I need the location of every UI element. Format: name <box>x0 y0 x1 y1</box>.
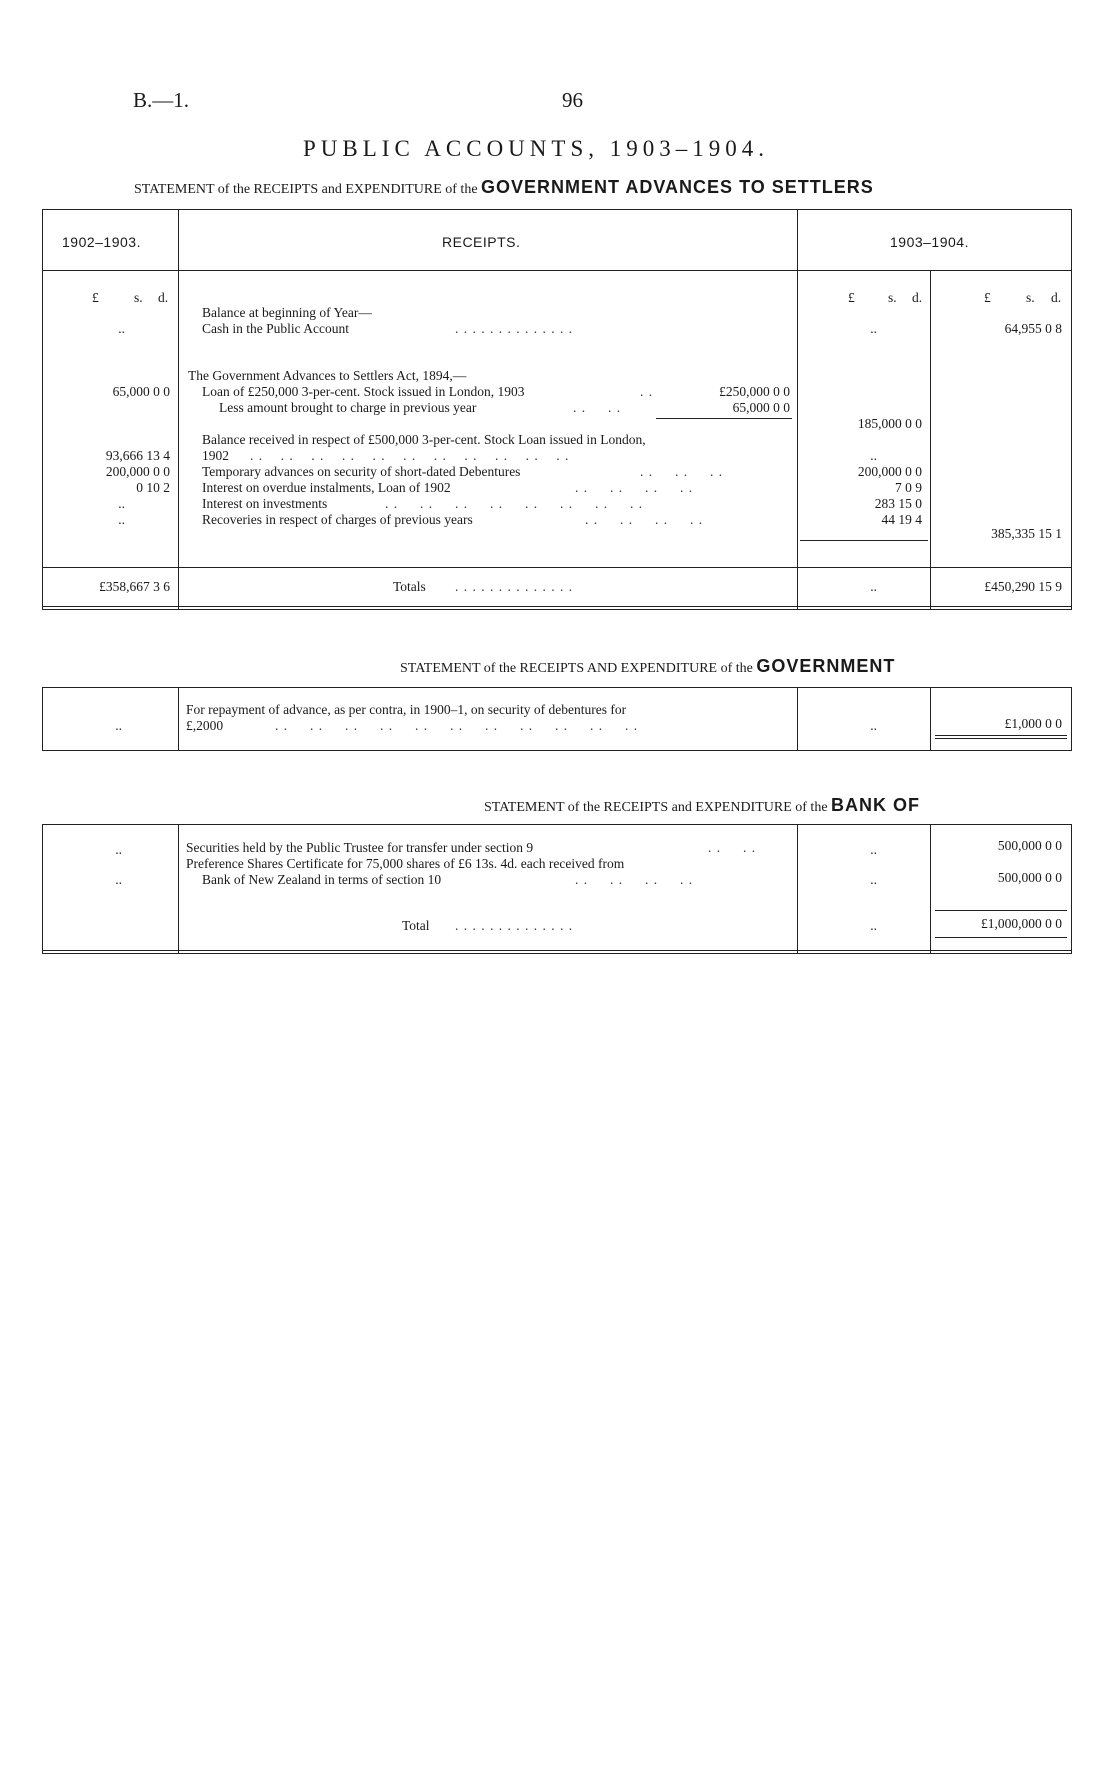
cur-subtotal: 385,335 15 1 <box>991 526 1062 541</box>
leader-temporary: . . . . . . <box>640 464 724 479</box>
mid-subtotal-rule <box>800 540 928 541</box>
line-interest-overdue: Interest on overdue instalments, Loan of 1902 <box>202 480 451 495</box>
col-rule-mid <box>930 270 931 609</box>
s3-leader-securities: . . . . <box>708 840 757 855</box>
s3-line-securities: Securities held by the Public Trustee for transfer under section 9 <box>186 840 534 855</box>
s3-total-top-rule <box>935 910 1067 911</box>
col-rule-receipts <box>797 209 798 609</box>
leader-balance: . . . . . . . . . . . . . . . . . . . . . . <box>250 448 570 463</box>
statement-3-title <box>484 795 920 816</box>
s2-prev: .. <box>115 718 122 733</box>
prev-interest-overdue: 0 10 2 <box>136 480 170 495</box>
line-balance-heading: Balance at beginning of Year— <box>202 305 372 320</box>
mid-loan-net: 185,000 0 0 <box>857 416 922 431</box>
s3-top-rule <box>42 824 1072 825</box>
bottom-rule <box>42 606 1072 607</box>
s3-col-rule-mid <box>930 824 931 954</box>
s3-val-securities: 500,000 0 0 <box>997 838 1062 853</box>
bottom-rule-double <box>42 609 1072 610</box>
s3-val-preference: 500,000 0 0 <box>997 870 1062 885</box>
page-title: PUBLIC ACCOUNTS, 1903–1904. <box>303 136 769 161</box>
prev-interest-investments: .. <box>118 496 125 511</box>
line-balance-500000-year: 1902 <box>202 448 229 463</box>
unit-mid-pound: £ <box>848 290 855 305</box>
prev-recoveries: .. <box>118 512 125 527</box>
s2-amount-rule-double <box>935 738 1067 739</box>
line-less-amount: Less amount brought to charge in previous year <box>219 400 477 415</box>
mid-cash: .. <box>870 321 877 336</box>
s3-mid-2: .. <box>870 872 877 887</box>
s3-mid-1: .. <box>870 842 877 857</box>
prev-cash: .. <box>118 321 125 336</box>
mid-balance: .. <box>870 448 877 463</box>
statement-2-prefix: STATEMENT of the RECEIPTS AND EXPENDITURE of the <box>400 661 753 676</box>
line-cash-public-account: Cash in the Public Account <box>202 321 349 336</box>
s3-total-label: Total <box>402 918 430 933</box>
unit-prev-pound: £ <box>92 290 99 305</box>
s3-line-preference-b: Bank of New Zealand in terms of section 10 <box>202 872 442 887</box>
s2-line-a: For repayment of advance, as per contra, in 1900–1, on security of debentures for <box>186 702 627 717</box>
unit-mid-shilling: s. <box>888 290 897 305</box>
col-head-1902-1903: 1902–1903. <box>62 234 141 250</box>
leader-interest-overdue: . . . . . . . . <box>575 480 694 495</box>
col-rule-right <box>1071 209 1072 609</box>
col-head-receipts: RECEIPTS. <box>442 234 521 250</box>
prev-balance: 93,666 13 4 <box>105 448 170 463</box>
leader-cash: . . . . . . . . . . . . . . <box>455 321 574 336</box>
cur-total: £450,290 15 9 <box>984 579 1062 594</box>
table-top-rule <box>42 209 1072 210</box>
unit-cur-pound: £ <box>984 290 991 305</box>
s3-bottom-rule-double <box>42 953 1072 954</box>
statement-1-prefix: STATEMENT of the RECEIPTS and EXPENDITURE of the <box>134 182 478 197</box>
unit-mid-pence: d. <box>912 290 923 305</box>
s2-col-rule-left <box>42 687 43 751</box>
statement-1-table <box>0 0 1114 620</box>
unit-prev-shilling: s. <box>134 290 143 305</box>
statement-3-subject: BANK OF <box>831 795 921 815</box>
s2-top-rule <box>42 687 1072 688</box>
mid-recoveries: 44 19 4 <box>881 512 922 527</box>
col-rule-left <box>42 209 43 609</box>
line-balance-500000: Balance received in respect of £500,000 3-per-cent. Stock Loan issued in London, <box>202 432 646 447</box>
statement-1-subject: GOVERNMENT ADVANCES TO SETTLERS <box>481 177 874 197</box>
mid-total: .. <box>870 579 877 594</box>
s2-leader: . . . . . . . . . . . . . . . . . . . . . . <box>275 718 639 733</box>
statement-3-prefix: STATEMENT of the RECEIPTS and EXPENDITURE of the <box>484 800 828 815</box>
s3-col-rule-right <box>1071 824 1072 954</box>
unit-cur-shilling: s. <box>1026 290 1035 305</box>
leader-interest-investments: . . . . . . . . . . . . . . . . <box>385 496 644 511</box>
inner-less-value: 65,000 0 0 <box>732 400 790 415</box>
line-totals: Totals <box>393 579 426 594</box>
s2-col-rule-receipts <box>797 687 798 751</box>
page-number: 96 <box>562 88 583 112</box>
mid-temporary: 200,000 0 0 <box>857 464 922 479</box>
col-head-1903-1904: 1903–1904. <box>890 234 969 250</box>
line-loan-250000: Loan of £250,000 3-per-cent. Stock issued in London, 1903 <box>202 384 525 399</box>
col-rule-prev <box>178 209 179 609</box>
s2-col-rule-mid <box>930 687 931 751</box>
s3-val-total: £1,000,000 0 0 <box>981 916 1062 931</box>
statement-3-table <box>0 820 1114 960</box>
s3-prev-1: .. <box>115 842 122 857</box>
s2-amount: £1,000 0 0 <box>1004 716 1062 731</box>
s2-bottom-rule <box>42 750 1072 751</box>
prev-total: £358,667 3 6 <box>99 579 170 594</box>
s3-col-rule-prev <box>178 824 179 954</box>
header-bottom-rule <box>42 270 1072 271</box>
s2-col-rule-right <box>1071 687 1072 751</box>
unit-cur-pence: d. <box>1051 290 1062 305</box>
cur-cash: 64,955 0 8 <box>1004 321 1062 336</box>
line-interest-investments: Interest on investments <box>202 496 328 511</box>
s3-line-preference: Preference Shares Certificate for 75,000 shares of £6 13s. 4d. each received from <box>186 856 625 871</box>
s3-mid-total: .. <box>870 918 877 933</box>
leader-recoveries: . . . . . . . . <box>585 512 704 527</box>
s3-col-rule-left <box>42 824 43 954</box>
leader-totals: . . . . . . . . . . . . . . <box>455 579 574 594</box>
line-recoveries: Recoveries in respect of charges of previous years <box>202 512 473 527</box>
unit-prev-pence: d. <box>158 290 169 305</box>
s2-amount-rule <box>935 735 1067 736</box>
leader-less: . . . . <box>573 400 622 415</box>
report-reference: B.—1. <box>133 88 190 112</box>
statement-2-table <box>0 680 1114 760</box>
totals-top-rule <box>42 567 1072 568</box>
line-temporary-advances: Temporary advances on security of short-dated Debentures <box>202 464 521 479</box>
s2-mid: .. <box>870 718 877 733</box>
s3-col-rule-receipts <box>797 824 798 954</box>
leader-loan: . . <box>640 384 654 399</box>
s2-col-rule-prev <box>178 687 179 751</box>
s3-bottom-rule <box>42 950 1072 951</box>
s2-line-b: £,2000 <box>186 718 224 733</box>
mid-interest-investments: 283 15 0 <box>874 496 922 511</box>
line-act-heading: The Government Advances to Settlers Act, 1894,— <box>188 368 467 383</box>
prev-loan: 65,000 0 0 <box>112 384 170 399</box>
inner-subtotal-rule <box>656 418 792 419</box>
s3-total-bottom-rule <box>935 937 1067 938</box>
statement-2-subject: GOVERNMENT <box>756 656 896 676</box>
mid-interest-overdue: 7 0 9 <box>895 480 922 495</box>
prev-temporary: 200,000 0 0 <box>105 464 170 479</box>
s3-leader-preference: . . . . . . . . <box>575 872 694 887</box>
s3-prev-2: .. <box>115 872 122 887</box>
statement-2-title <box>400 656 895 677</box>
s3-leader-total: . . . . . . . . . . . . . . <box>455 918 574 933</box>
inner-loan-value: £250,000 0 0 <box>719 384 790 399</box>
